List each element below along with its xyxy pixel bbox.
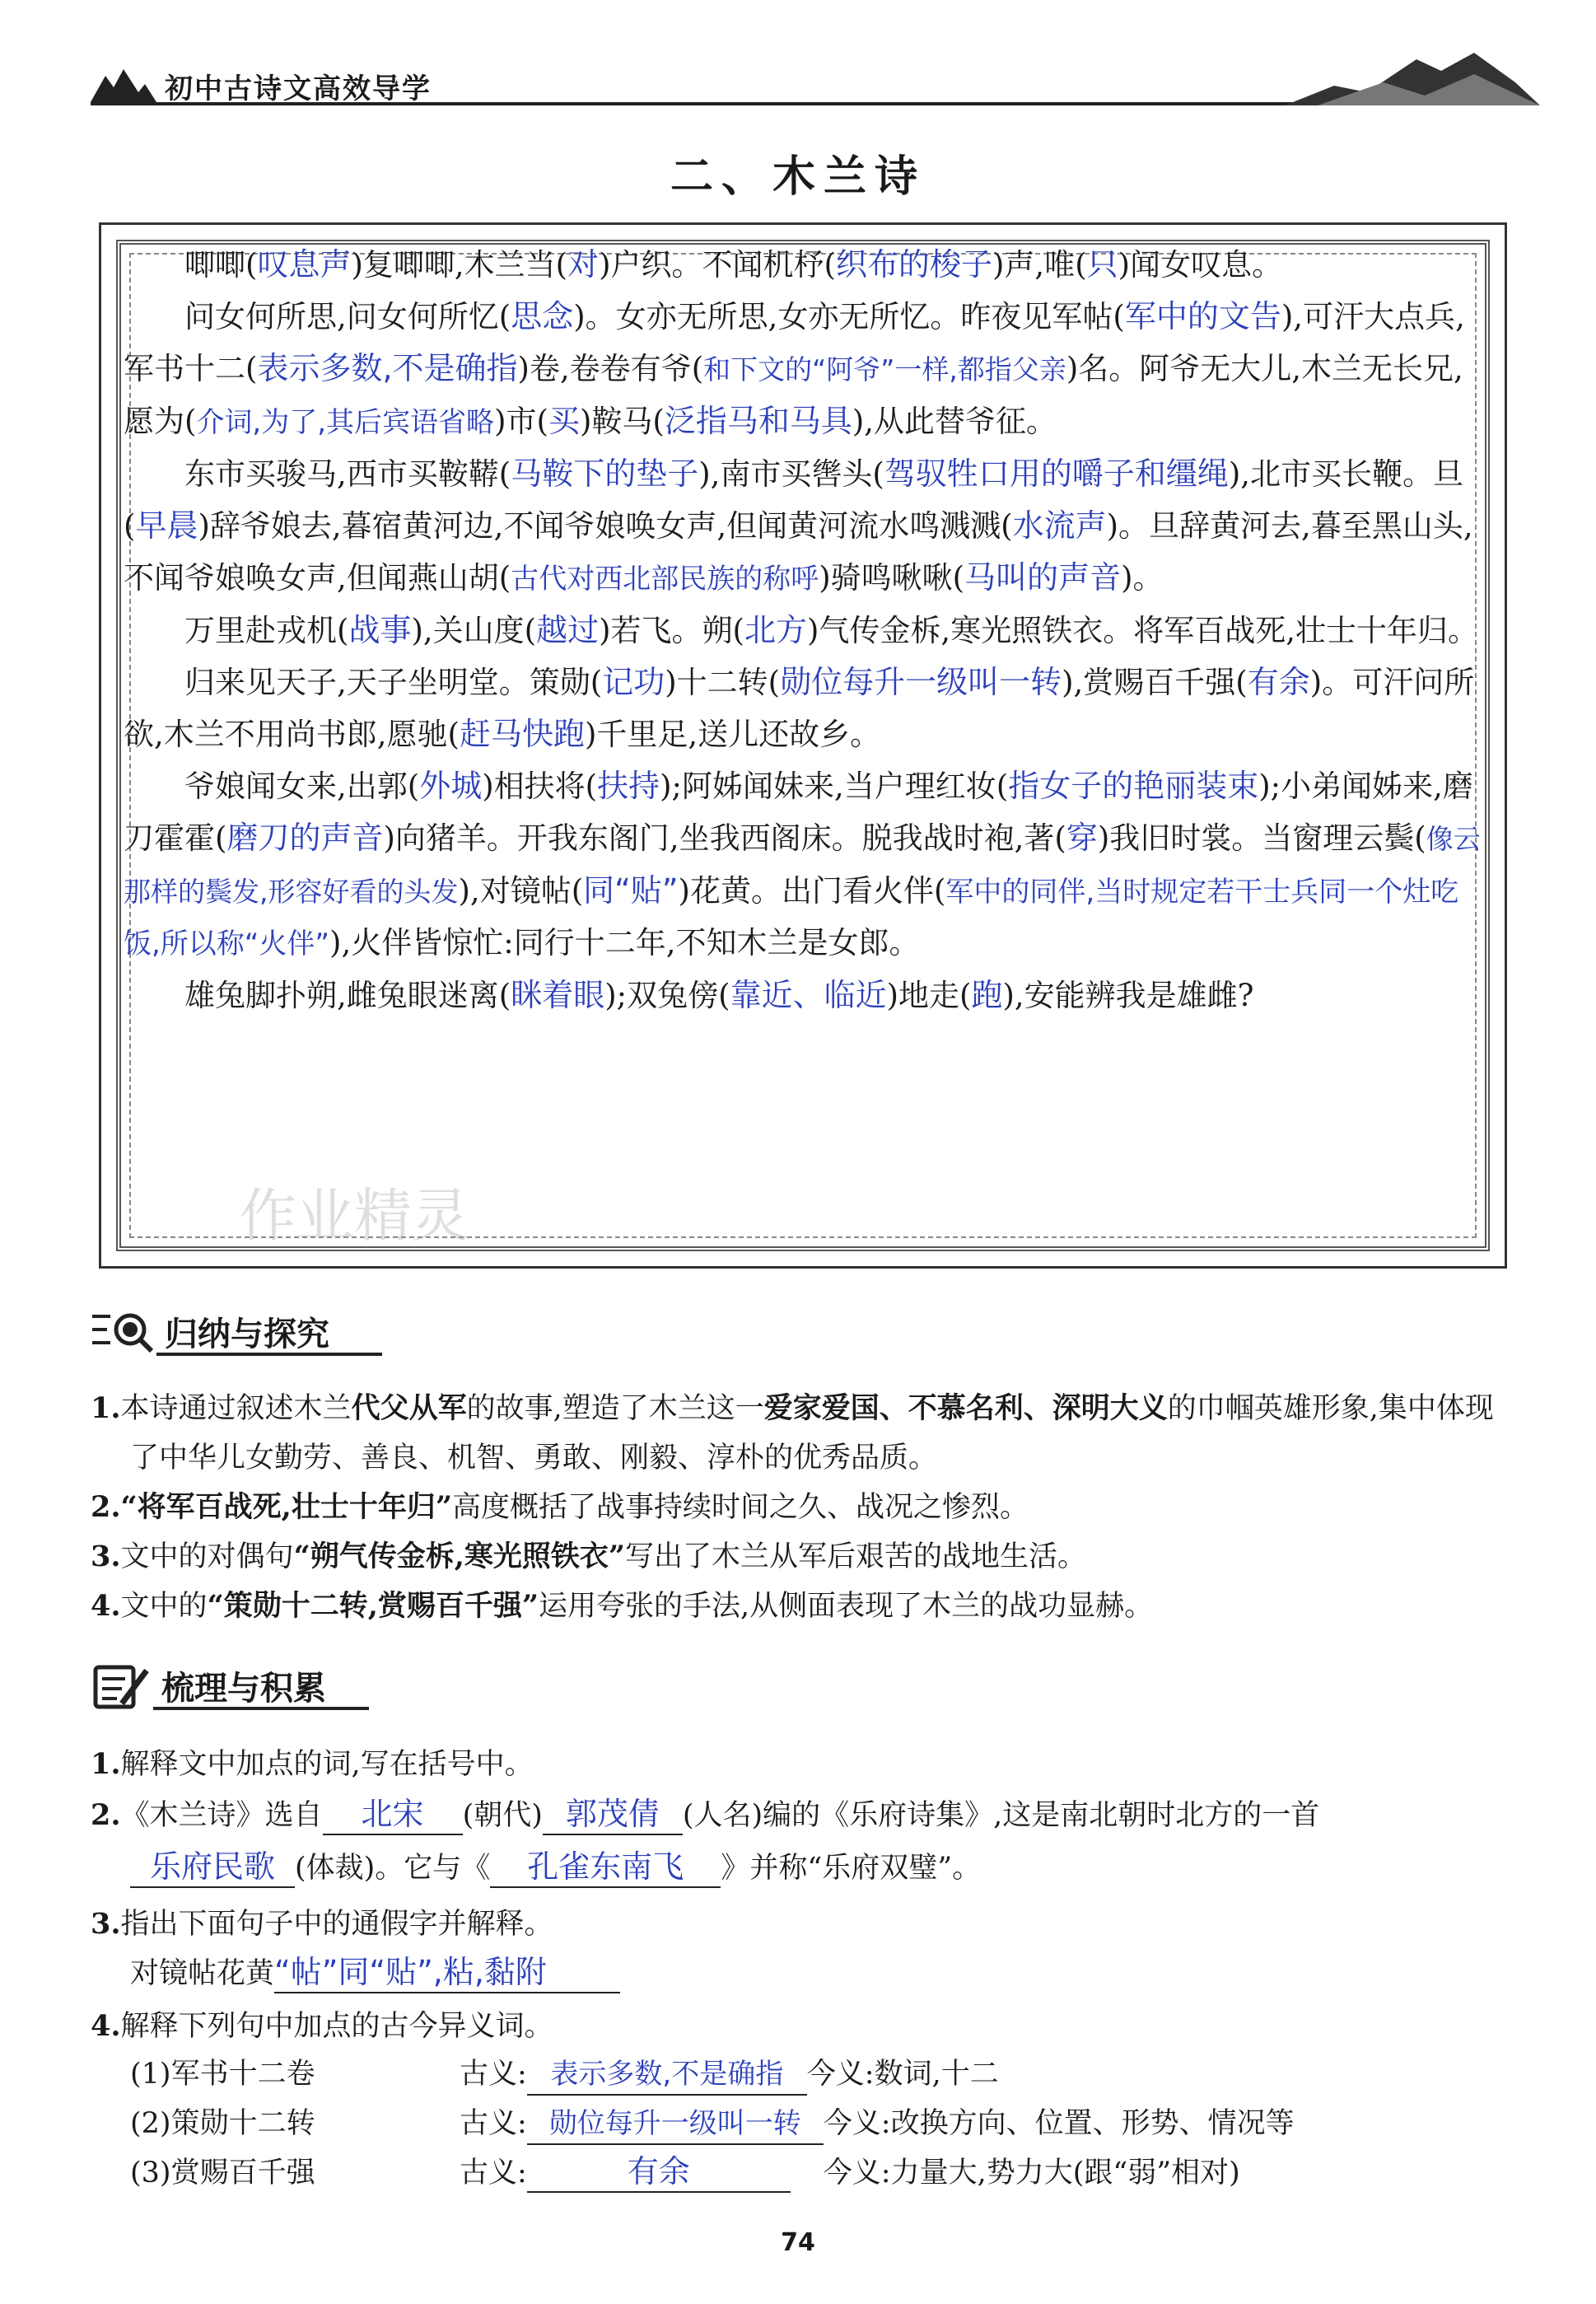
poem-text-segment: )骑鸣啾啾( (819, 560, 965, 596)
poem-text-segment: )。可汗问所欲,木兰不用尚书郎,愿驰( (124, 665, 1475, 752)
summary-heading: 归纳与探究 (165, 1316, 329, 1353)
answer-blank[interactable]: 北宋 (323, 1794, 463, 1835)
question-text: (朝代) (462, 1799, 543, 1832)
answer-text: 水流声 (1012, 507, 1107, 544)
answer-text: 北方 (744, 612, 807, 648)
item-text: 本诗通过叙述木兰 (120, 1392, 352, 1425)
q4-row-2 (130, 2101, 1295, 2145)
poem-text-segment: )我旧时裳。当窗理云鬓( (1097, 820, 1426, 856)
answer-text: 军中的同伴,当时规定若干士兵同一个灶吃饭,所以称“火伴” (124, 876, 1459, 960)
poem-text-segment: )市( (494, 404, 548, 439)
answer-text: 穿 (1066, 820, 1098, 856)
item-text: 的故事,塑造了木兰这一 (466, 1392, 764, 1425)
practice-q4 (91, 2002, 553, 2051)
poem-text-segment: )。女亦无所思,女亦无所忆。昨夜见军帖( (573, 299, 1125, 334)
item-number: 2. (91, 1490, 121, 1524)
answer-blank[interactable]: 表示多数,不是确指 (527, 2054, 807, 2096)
practice-heading-rule (153, 1707, 369, 1710)
summary-item-3 (91, 1532, 1507, 1582)
answer-text: 马叫的声音 (964, 559, 1122, 596)
q4-row-1 (130, 2051, 999, 2096)
poem-text-segment: )声,唯( (992, 247, 1087, 283)
poem-text-segment: )辞爷娘去,暮宿黄河边,不闻爷娘唤女声,但闻黄河流水鸣溅溅( (198, 508, 1013, 544)
answer-text: 早晨 (135, 507, 198, 544)
answer-text: 马鞍下的垫子 (511, 456, 699, 492)
poem-paragraph-7 (124, 970, 1482, 1021)
answer-text: 泛指马和马具 (664, 403, 852, 439)
answer-text: 对 (567, 246, 600, 283)
item-number: 4. (91, 1589, 121, 1623)
poem-text-segment: ),对镜帖( (458, 873, 584, 909)
answer-text: 军中的文告 (1124, 298, 1281, 334)
answer-text: 只 (1086, 246, 1118, 283)
answer-text: 越过 (536, 612, 600, 648)
poem-paragraph-4 (124, 605, 1482, 657)
answer-text: 战事 (348, 612, 412, 648)
answer-text: 同“贴” (583, 872, 679, 909)
poem-text-segment: ),北市买长鞭。旦( (124, 456, 1464, 544)
answer-text: 织布的梭子 (835, 246, 992, 283)
item-number: 3. (91, 1540, 121, 1573)
item-text: 文中的 (120, 1590, 208, 1623)
poem-text-segment: 唧唧( (184, 247, 258, 283)
old-meaning-label: 古义: (460, 2058, 527, 2091)
poem-text-segment: )卷,卷卷有爷( (517, 351, 704, 386)
question-number: 3. (91, 1907, 121, 1941)
answer-text: 外城 (419, 768, 483, 804)
poem-text-segment: )闻女叹息。 (1118, 247, 1283, 283)
answer-text: 磨刀的声音 (226, 820, 384, 856)
poem-paragraph-3 (124, 448, 1482, 605)
page-number: 74 (781, 2228, 815, 2257)
answer-text: 古代对西北部民族的称呼 (511, 563, 819, 596)
poem-text-segment: );双兔傍( (604, 978, 730, 1013)
poem-text-segment: 雄兔脚扑朔,雌兔眼迷离( (184, 978, 511, 1013)
poem-text-segment: )。 (1121, 560, 1164, 596)
question-sentence: 对镜帖花黄 (130, 1957, 275, 1990)
poem-text-segment: ),可汗大点兵,军书十二( (124, 299, 1465, 386)
poem-text (124, 239, 1482, 1021)
answer-text: 靠近、临近 (730, 977, 887, 1013)
item-bold-text: 爱家爱国、不慕名利、深明大义 (763, 1391, 1168, 1425)
answer-text: 介词,为了,其后宾语省略 (196, 406, 495, 439)
poem-text-segment: ),关山度( (411, 613, 537, 648)
poem-text-segment: 东市买骏马,西市买鞍鞯( (184, 456, 511, 492)
item-number: 1. (91, 1391, 121, 1425)
question-text: 解释下列句中加点的古今异义词。 (120, 2010, 553, 2043)
header-book-title: 初中古诗文高效导学 (165, 72, 432, 105)
answer-blank[interactable]: 郭茂倩 (543, 1794, 683, 1835)
poem-text-segment: )地走( (886, 978, 972, 1013)
search-magnifier-icon (92, 1308, 155, 1358)
question-text: 《木兰诗》选自 (120, 1799, 323, 1832)
answer-text: 记功 (602, 664, 665, 700)
answer-blank[interactable]: 乐府民歌 (130, 1847, 295, 1888)
poem-text-segment: );阿姊闻妹来,当户理红妆( (660, 769, 1009, 804)
new-meaning-label: 今义: (823, 2157, 891, 2190)
new-meaning: 力量大,势力大(跟“弱”相对) (890, 2157, 1240, 2190)
answer-blank[interactable]: 有余 (527, 2152, 791, 2193)
poem-text-segment: 归来见天子,天子坐明堂。策勋( (184, 665, 603, 700)
question-text: (人名)编的《乐府诗集》,这是南北朝时北方的一首 (682, 1799, 1320, 1832)
item-text: 文中的对偶句 (120, 1540, 294, 1573)
poem-text-segment: 爷娘闻女来,出郭( (184, 769, 420, 804)
summary-item-4 (91, 1582, 1507, 1631)
poem-text-segment: ),火伴皆惊忙:同行十二年,不知木兰是女郎。 (329, 925, 920, 960)
new-meaning: 改换方向、位置、形势、情况等 (890, 2107, 1295, 2140)
poem-text-segment: )。旦辞黄河去,暮至黑山头,不闻爷娘唤女声,但闻燕山胡( (124, 508, 1473, 596)
new-meaning: 数词,十二 (874, 2058, 999, 2091)
item-bold-text: “朔气传金柝,寒光照铁衣” (293, 1540, 626, 1573)
poem-text-segment: )复唧唧,木兰当( (351, 247, 568, 283)
poem-text-segment: ),从此替爷征。 (852, 404, 1057, 439)
item-text: 运用夸张的手法,从侧面表现了木兰的战功显赫。 (539, 1590, 1154, 1623)
page-title: 二、木兰诗 (670, 152, 926, 202)
item-bold-text: “策勋十二转,赏赐百千强” (207, 1589, 539, 1623)
answer-text: 买 (548, 403, 580, 439)
header-landscape-icon (1285, 49, 1540, 110)
poem-text-segment: )相扶将( (482, 769, 598, 804)
poem-text-segment: 万里赴戎机( (184, 613, 349, 648)
practice-q3 (91, 1900, 1507, 1998)
header-mountain-icon (91, 64, 156, 105)
poem-text-segment: )十二转( (665, 665, 781, 700)
q4-row-3 (130, 2150, 1240, 2193)
poem-paragraph-1 (124, 239, 1482, 291)
old-meaning-label: 古义: (460, 2157, 527, 2190)
new-meaning-label: 今义: (823, 2107, 891, 2140)
answer-text: 驾驭牲口用的嚼子和缰绳 (884, 456, 1229, 492)
question-number: 1. (91, 1747, 121, 1781)
question-text: 解释文中加点的词,写在括号中。 (120, 1748, 534, 1781)
poem-text-segment: ),安能辨我是雄雌? (1002, 978, 1254, 1013)
answer-text: 指女子的艳丽装束 (1008, 768, 1259, 804)
answer-blank[interactable]: 勋位每升一级叫一转 (527, 2104, 824, 2145)
row-label: (2)策勋十二转 (130, 2107, 315, 2140)
question-number: 4. (91, 2009, 121, 2043)
poem-paragraph-6 (124, 760, 1482, 970)
question-text: 指出下面句子中的通假字并解释。 (120, 1908, 553, 1941)
new-meaning-label: 今义: (806, 2058, 875, 2091)
summary-heading-rule (156, 1353, 382, 1356)
answer-blank[interactable]: “帖”同“贴”,粘,黏附 (274, 1952, 620, 1993)
answer-text: 扶持 (597, 768, 660, 804)
watermark: 作业精灵 (239, 1182, 469, 1250)
item-text: 高度概括了战事持续时间之久、战况之惨烈。 (452, 1491, 1029, 1524)
poem-text-segment: )名。阿爷无大儿,木兰无长兄,愿为( (124, 351, 1463, 439)
answer-text: 眯着眼 (511, 977, 605, 1013)
answer-blank[interactable]: 孔雀东南飞 (490, 1847, 721, 1888)
item-bold-text: “将军百战死,壮士十年归” (120, 1490, 452, 1524)
answer-text: 跑 (971, 977, 1003, 1013)
practice-q2 (91, 1789, 1507, 1895)
poem-text-segment: );小弟闻姊来,磨刀霍霍( (124, 769, 1473, 856)
item-text: 的巾帼英雄形象,集中体现了中华儿女勤劳、善良、机智、勇敢、刚毅、淳朴的优秀品质。 (130, 1392, 1494, 1474)
answer-text: 叹息声 (257, 246, 352, 283)
answer-text: 像云那样的鬓发,形容好看的头发 (124, 823, 1481, 908)
practice-q1 (91, 1740, 534, 1789)
row-label: (1)军书十二卷 (130, 2058, 315, 2091)
question-number: 2. (91, 1798, 121, 1832)
summary-item-2 (91, 1483, 1507, 1532)
answer-text: 表示多数,不是确指 (257, 350, 518, 386)
answer-text: 勋位每升一级叫一转 (780, 664, 1062, 700)
poem-text-segment: )若飞。朔( (599, 613, 744, 648)
answer-text: 赶马快跑 (459, 716, 585, 752)
item-text: 写出了木兰从军后艰苦的战地生活。 (625, 1540, 1087, 1573)
question-text: (体裁)。它与《 (295, 1852, 491, 1885)
poem-paragraph-2 (124, 291, 1482, 448)
answer-text: 和下文的“阿爷”一样,都指父亲 (703, 353, 1066, 386)
summary-item-1 (91, 1384, 1507, 1483)
poem-text-segment: )千里足,送儿还故乡。 (584, 717, 881, 752)
poem-text-segment: 问女何所思,问女何所忆( (184, 299, 511, 334)
poem-text-segment: )户织。不闻机杼( (599, 247, 836, 283)
poem-text-segment: )向猪羊。开我东阁门,坐我西阁床。脱我战时袍,著( (383, 820, 1066, 856)
answer-text: 有余 (1247, 664, 1310, 700)
poem-text-segment: )花黄。出门看火伴( (678, 873, 946, 909)
summary-list (91, 1384, 1507, 1631)
header-rule (91, 102, 1441, 105)
notebook-pen-icon (92, 1662, 150, 1713)
question-text: 》并称“乐府双璧”。 (721, 1852, 982, 1885)
poem-text-segment: )鞍马( (579, 404, 665, 439)
poem-paragraph-5 (124, 657, 1482, 760)
row-label: (3)赏赐百千强 (130, 2157, 315, 2190)
poem-text-segment: )气传金柝,寒光照铁衣。将军百战死,壮士十年归。 (807, 613, 1478, 648)
poem-text-segment: ),南市买辔头( (698, 456, 884, 492)
answer-text: 思念 (511, 298, 574, 334)
old-meaning-label: 古义: (460, 2107, 527, 2140)
practice-heading: 梳理与积累 (161, 1670, 326, 1708)
poem-text-segment: ),赏赐百千强( (1062, 665, 1248, 700)
item-bold-text: 代父从军 (351, 1391, 467, 1425)
